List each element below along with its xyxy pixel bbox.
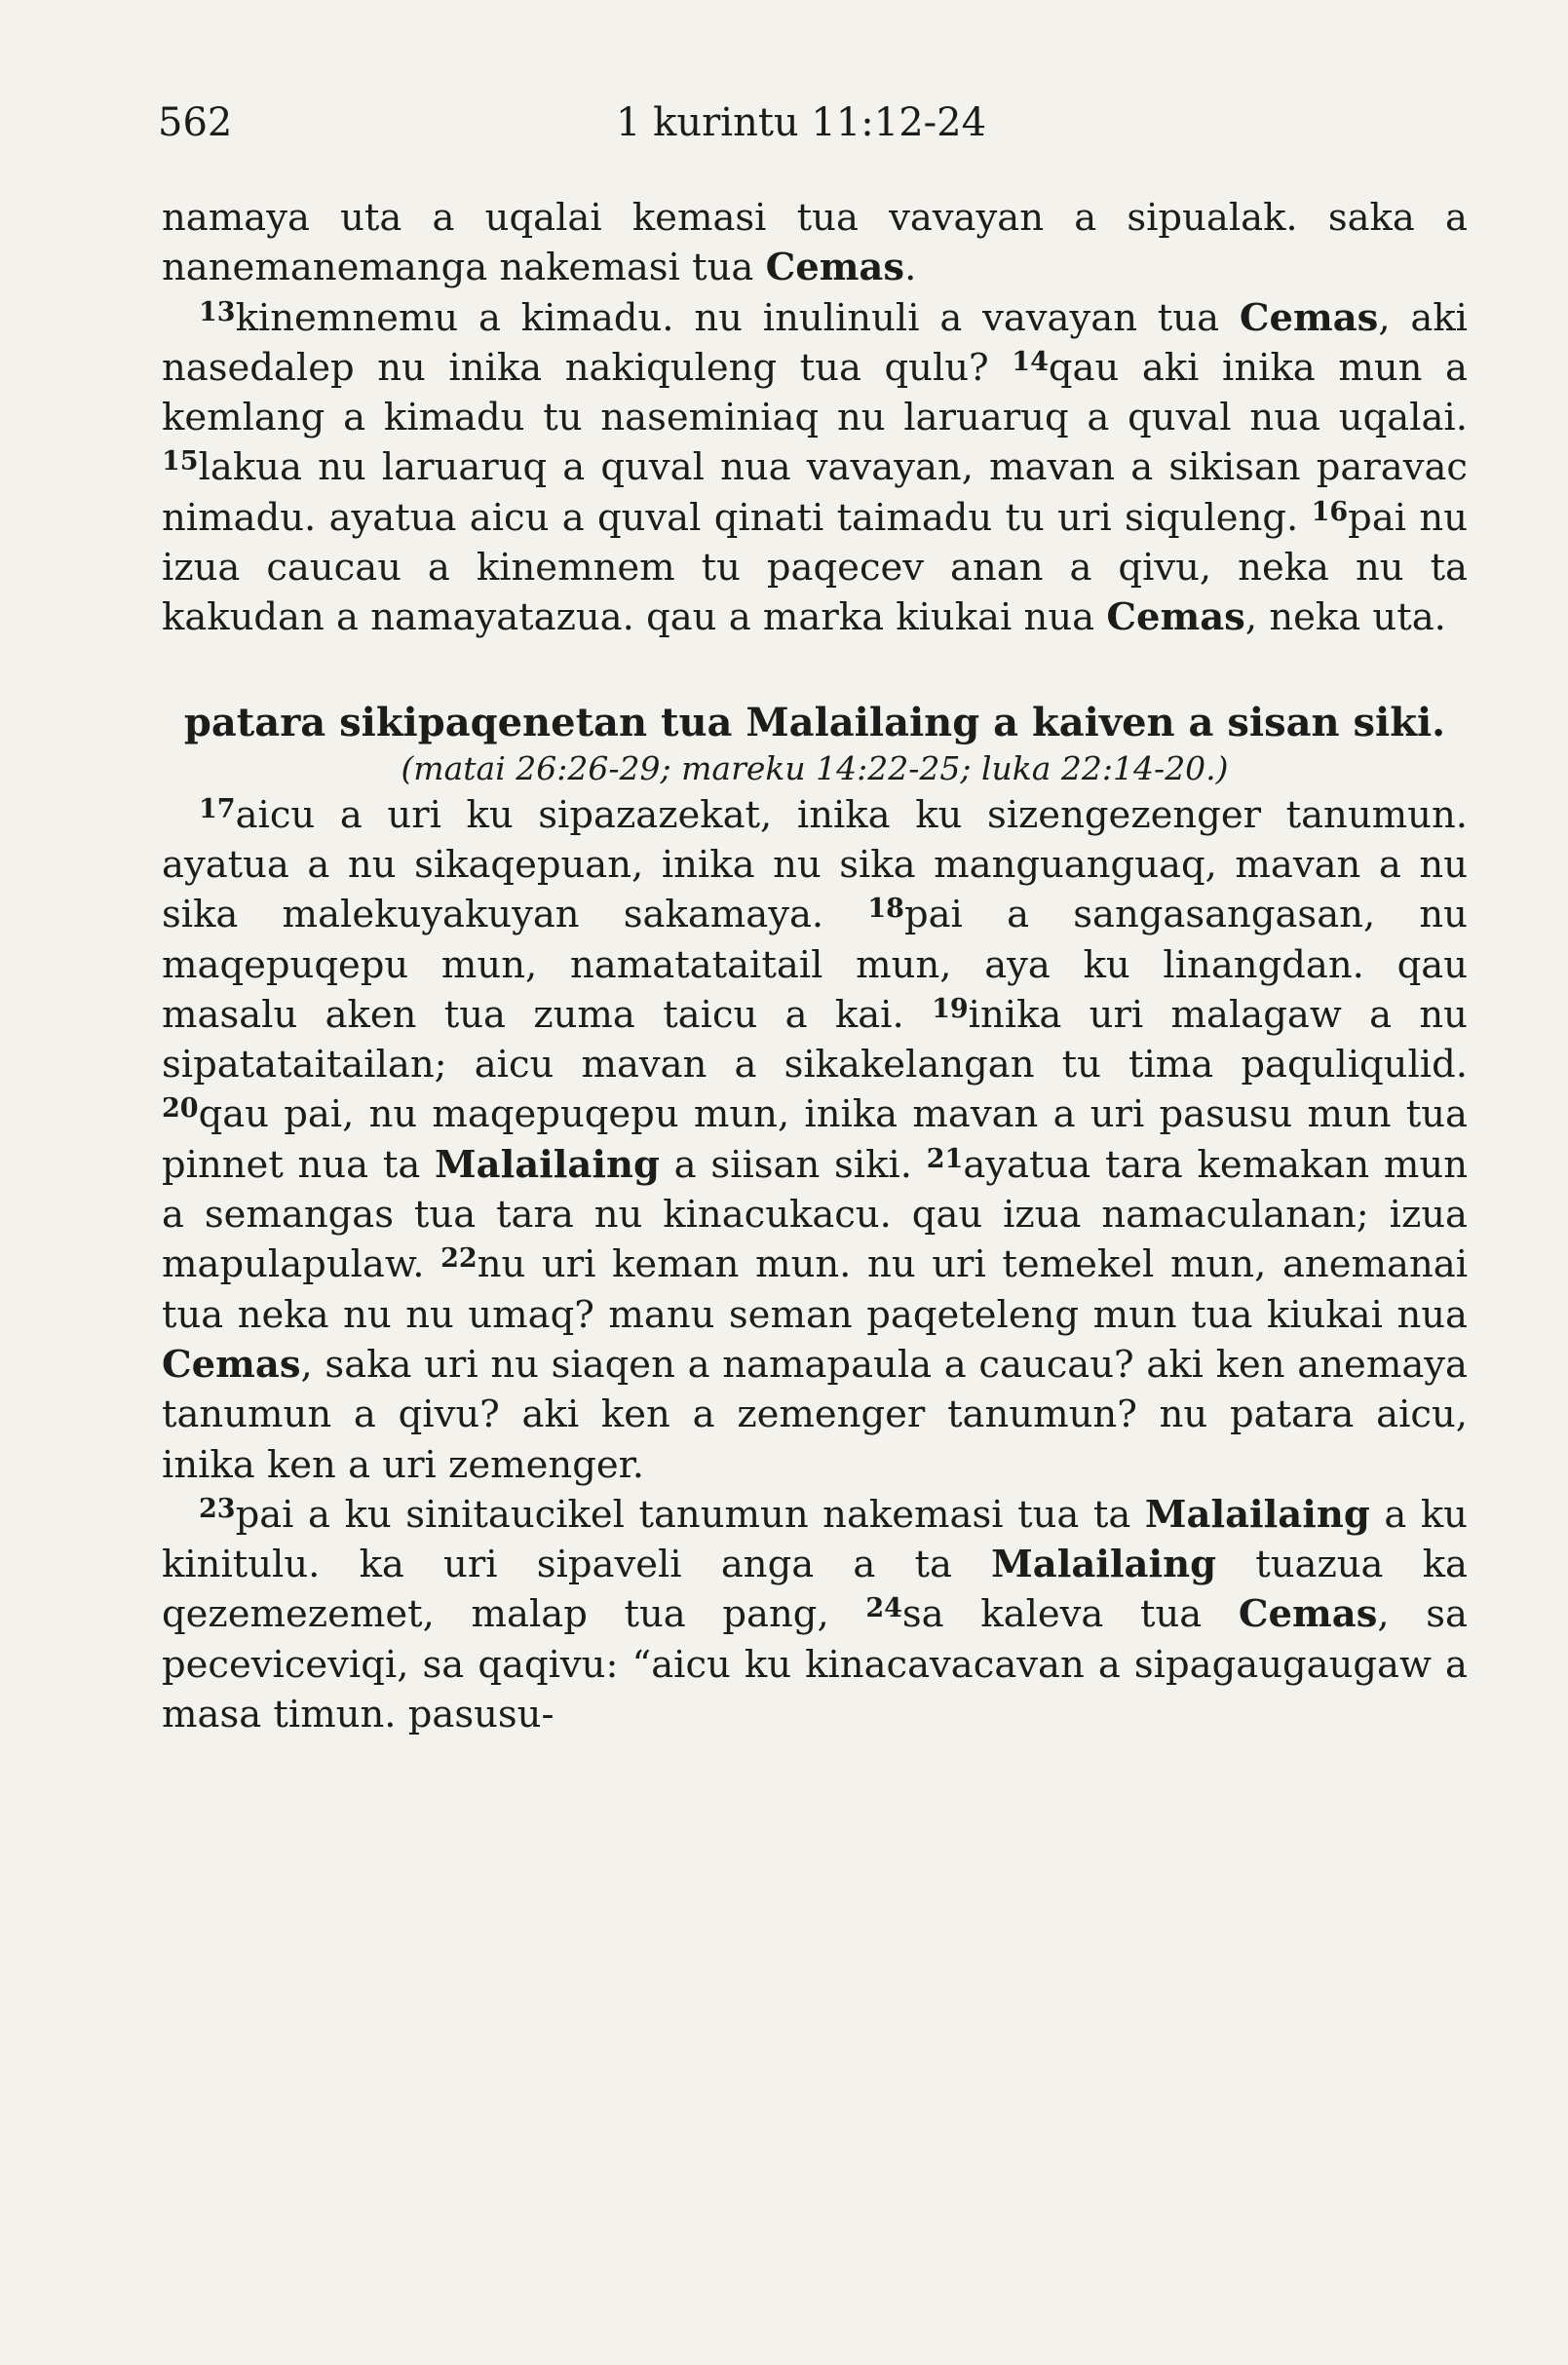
paragraph-verses-13-16 <box>162 293 1468 643</box>
section-gap <box>162 643 1468 699</box>
text-run: aicu a uri ku sipazazekat, inika ku sizengezenger tanumun. ayatua a nu sikaqepuan, inika nu sika manguanguaq, mavan a nu sika malekuyakuyan sakamaya. <box>162 792 1468 937</box>
verse-number: 23 <box>199 1493 236 1524</box>
page-number: 562 <box>158 100 233 145</box>
section-heading: patara sikipaqenetan tua Malailaing a kaiven a sisan siki. <box>183 699 1446 745</box>
bold-word: Malailaing <box>1144 1492 1370 1537</box>
bold-word: Cemas <box>1106 595 1245 640</box>
verse-number: 15 <box>162 446 199 477</box>
text-run: nu uri keman mun. nu uri temekel mun, anemanai tua neka nu nu umaq? manu seman paqeteleng mun tua kiukai nua <box>162 1242 1469 1337</box>
text-run: tuazua ka qezemezemet, malap tua pang, <box>162 1543 1468 1637</box>
bold-word: Malailaing <box>435 1142 660 1187</box>
paragraph-verses-17-22 <box>162 790 1468 1490</box>
text-run: namaya uta a uqalai kemasi tua vavayan a sipualak. saka a nanemanemanga nakemasi tua <box>162 196 1468 290</box>
verse-number: 16 <box>1311 496 1349 527</box>
bold-word: Cemas <box>1238 1592 1378 1637</box>
text-run: , aki nasedalep nu inika nakiquleng tua qulu? <box>162 295 1468 390</box>
text-run: pai nu izua caucau a kinemnem tu paqecev anan a qivu, neka nu ta kakudan a namayatazua. qau a marka kiukai nua <box>162 495 1468 640</box>
text-run: qau pai, nu maqepuqepu mun, inika mavan a uri pasusu mun tua pinnet nua ta <box>162 1092 1468 1187</box>
cross-reference: (matai 26:26-29; mareku 14:22-25; luka 22:14-20.) <box>401 748 1229 787</box>
text-run: lakua nu laruaruq a quval nua vavayan, mavan a sikisan paravac nimadu. ayatua aicu a quval qinati taimadu tu uri siquleng. <box>162 445 1468 540</box>
text-run: , saka uri nu siaqen a namapaula a caucau? aki ken anemaya tanumun a qivu? aki ken a zemenger tanumun? nu patara aicu, inika ken a uri zemenger. <box>162 1342 1468 1487</box>
text-run: , sa peceviceviqi, sa qaqivu: “aicu ku kinacavacavan a sipagaugaugaw a masa timun. pasusu- <box>162 1592 1469 1737</box>
verse-number: 19 <box>932 993 969 1024</box>
paragraph-continuation <box>162 193 1468 293</box>
text-run: , neka uta. <box>1244 595 1446 640</box>
verse-number: 24 <box>865 1593 902 1624</box>
verse-number: 17 <box>199 793 236 824</box>
text-run: a ku kinitulu. ka uri sipaveli anga a ta <box>162 1492 1468 1587</box>
text-body <box>162 193 1468 1739</box>
bold-word: Cemas <box>162 1342 301 1387</box>
verse-number: 13 <box>199 296 236 327</box>
text-run: qau aki inika mun a kemlang a kimadu tu naseminiaq nu laruaruq a quval nua uqalai. <box>162 345 1469 440</box>
text-run: . <box>904 246 917 290</box>
paragraph-verses-23-24 <box>162 1490 1468 1739</box>
text-run: inika uri malagaw a nu sipatataitailan; aicu mavan a sikakelangan tu tima paquliqulid. <box>162 992 1468 1087</box>
text-run: sa kaleva tua <box>901 1592 1239 1637</box>
verse-number: 22 <box>440 1243 478 1275</box>
page-header <box>158 94 1464 152</box>
text-run: pai a ku sinitaucikel tanumun nakemasi tua ta <box>235 1492 1145 1537</box>
verse-number: 21 <box>926 1143 964 1174</box>
text-run: a siisan siki. <box>659 1142 927 1187</box>
verse-number: 18 <box>867 894 904 925</box>
text-run: pai a sangasangasan, nu maqepuqepu mun, namatataitail mun, aya ku linangdan. qau masalu aken tua zuma taicu a kai. <box>162 893 1468 1037</box>
verse-number: 14 <box>1012 346 1049 377</box>
text-run: kinemnemu a kimadu. nu inulinuli a vavayan tua <box>235 295 1240 340</box>
bold-word: Cemas <box>1239 295 1379 340</box>
bold-word: Malailaing <box>991 1543 1217 1587</box>
running-head: 1 kurintu 11:12-24 <box>616 100 987 145</box>
text-run: ayatua tara kemakan mun a semangas tua tara nu kinacukacu. qau izua namaculanan; izua mapulapulaw. <box>162 1142 1469 1287</box>
verse-number: 20 <box>162 1093 199 1125</box>
bold-word: Cemas <box>765 246 905 290</box>
